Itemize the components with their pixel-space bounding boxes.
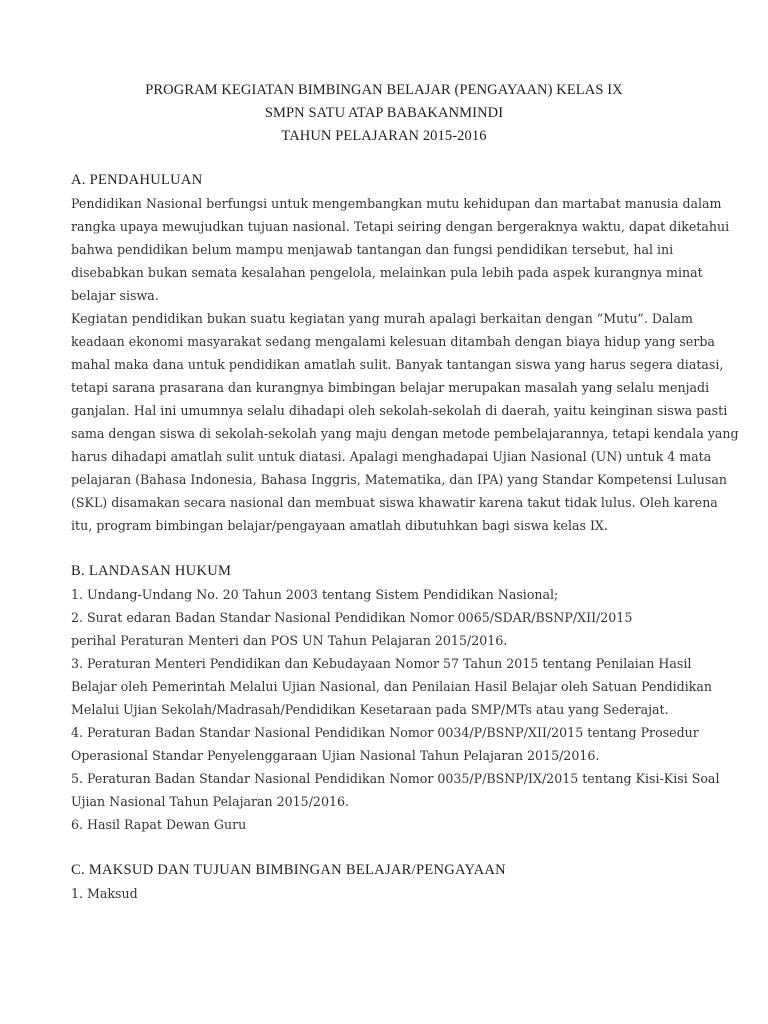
text-line: 4. Peraturan Badan Standar Nasional Pendidikan Nomor 0034/P/BSNP/XII/2015 tentang Prosedur	[71, 725, 699, 740]
section-c-text	[71, 882, 711, 905]
text-line: 2. Surat edaran Badan Standar Nasional Pendidikan Nomor 0065/SDAR/BSNP/XII/2015	[71, 610, 633, 625]
text-line: keadaan ekonomi masyarakat sedang mengalami kelesuan ditambah dengan biaya hidup yang serba	[71, 334, 715, 349]
text-line: 1. Maksud	[71, 886, 138, 901]
text-line: 1. Undang-Undang No. 20 Tahun 2003 tentang Sistem Pendidikan Nasional;	[71, 587, 559, 602]
text-line: Ujian Nasional Tahun Pelajaran 2015/2016.	[71, 794, 349, 809]
text-line: Kegiatan pendidikan bukan suatu kegiatan yang murah apalagi berkaitan dengan “Mutu”. Dalam	[71, 311, 693, 326]
title-line-1: PROGRAM KEGIATAN BIMBINGAN BELAJAR (PENGAYAAN) KELAS IX	[145, 82, 623, 98]
text-line: (SKL) disamakan secara nasional dan membuat siswa khawatir karena takut tidak lulus. Oleh karena	[71, 495, 718, 510]
section-c-heading: C. MAKSUD DAN TUJUAN BIMBINGAN BELAJAR/PENGAYAAN	[71, 862, 506, 878]
text-line: rangka upaya mewujudkan tujuan nasional. Tetapi seiring dengan bergeraknya waktu, dapat diketahui	[71, 219, 730, 234]
text-line: itu, program bimbingan belajar/pengayaan amatlah dibutuhkan bagi siswa kelas IX.	[71, 518, 608, 533]
text-line: sama dengan siswa di sekolah-sekolah yang maju dengan metode pembelajarannya, tetapi kendala yang	[71, 426, 739, 441]
section-b	[71, 560, 720, 836]
text-line: perihal Peraturan Menteri dan POS UN Tahun Pelajaran 2015/2016.	[71, 633, 508, 648]
text-line: harus dihadapi amatlah sulit untuk diatasi. Apalagi menghadapai Ujian Nasional (UN) untuk 4 mata	[71, 449, 712, 464]
document-body	[71, 169, 739, 905]
text-line: bahwa pendidikan belum mampu menjawab tantangan dan fungsi pendidikan tersebut, hal ini	[71, 242, 674, 257]
text-line: 3. Peraturan Menteri Pendidikan dan Kebudayaan Nomor 57 Tahun 2015 tentang Penilaian Hasil	[71, 656, 692, 671]
text-line: Pendidikan Nasional berfungsi untuk mengembangkan mutu kehidupan dan martabat manusia dalam	[71, 196, 722, 211]
text-line: disebabkan bukan semata kesalahan pengelola, melainkan pula lebih pada aspek kurangnya minat	[71, 265, 703, 280]
title-line-3: TAHUN PELAJARAN 2015-2016	[281, 128, 487, 144]
document-title	[0, 79, 768, 148]
text-line: Belajar oleh Pemerintah Melalui Ujian Nasional, dan Penilaian Hasil Belajar oleh Satuan Pendidikan	[71, 679, 713, 694]
section-c	[71, 859, 711, 905]
text-line: Melalui Ujian Sekolah/Madrasah/Pendidikan Kesetaraan pada SMP/MTs atau yang Sederajat.	[71, 702, 669, 717]
section-a-text	[71, 192, 739, 537]
text-line: Operasional Standar Penyelenggaraan Ujian Nasional Tahun Pelajaran 2015/2016.	[71, 748, 600, 763]
section-b-heading: B. LANDASAN HUKUM	[71, 563, 232, 579]
section-gap	[71, 537, 711, 560]
text-line: 6. Hasil Rapat Dewan Guru	[71, 817, 247, 832]
text-line: ganjalan. Hal ini umumnya selalu dihadapi oleh sekolah-sekolah di daerah, yaitu keinginan siswa pasti	[71, 403, 728, 418]
text-line: 5. Peraturan Badan Standar Nasional Pendidikan Nomor 0035/P/BSNP/IX/2015 tentang Kisi-Kisi Soal	[71, 771, 720, 786]
text-line: pelajaran (Bahasa Indonesia, Bahasa Inggris, Matematika, dan IPA) yang Standar Kompetensi Lulusan	[71, 472, 727, 487]
text-line: mahal maka dana untuk pendidikan amatlah sulit. Banyak tantangan siswa yang harus segera diatasi,	[71, 357, 724, 372]
section-a	[71, 169, 739, 537]
section-a-heading: A. PENDAHULUAN	[71, 172, 203, 188]
section-gap	[71, 836, 711, 859]
text-line: belajar siswa.	[71, 288, 159, 303]
title-line-2: SMPN SATU ATAP BABAKANMINDI	[264, 105, 504, 121]
text-line: tetapi sarana prasarana dan kurangnya bimbingan belajar merupakan masalah yang selalu menjadi	[71, 380, 710, 395]
section-b-text	[71, 583, 720, 836]
